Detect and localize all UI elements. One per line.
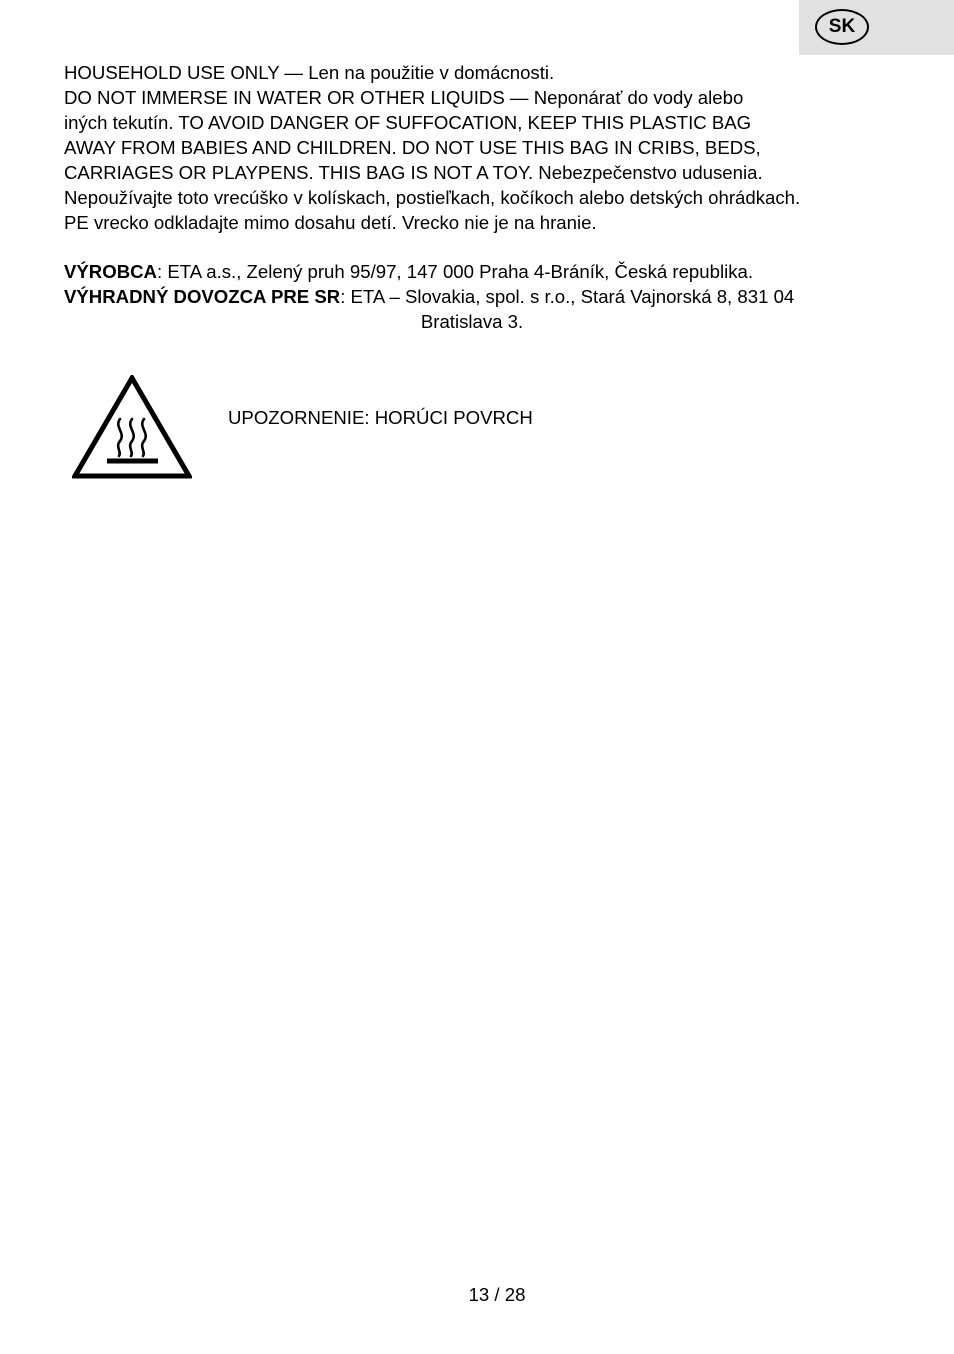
warning-line: AWAY FROM BABIES AND CHILDREN. DO NOT USE THIS BAG IN CRIBS, BEDS, <box>64 137 761 158</box>
warning-line: CARRIAGES OR PLAYPENS. THIS BAG IS NOT A TOY. Nebezpečenstvo udusenia. <box>64 162 763 183</box>
importer-city: Bratislava 3. <box>420 311 524 332</box>
hot-surface-warning-icon <box>72 375 192 479</box>
warning-line: iných tekutín. TO AVOID DANGER OF SUFFOCATION, KEEP THIS PLASTIC BAG <box>64 112 752 133</box>
hot-surface-label: UPOZORNENIE: HORÚCI POVRCH <box>228 407 533 428</box>
warning-line: PE vrecko odkladajte mimo dosahu detí. Vrecko nie je na hranie. <box>64 212 597 233</box>
manufacturer-text: : ETA a.s., Zelený pruh 95/97, 147 000 Praha 4-Bráník, Česká republika. <box>156 261 754 282</box>
importer-text: : ETA – Slovakia, spol. s r.o., Stará Vajnorská 8, 831 04 <box>340 286 795 307</box>
importer-label: VÝHRADNÝ DOVOZCA PRE SR <box>64 286 341 307</box>
page-number: 13 / 28 <box>468 1284 526 1305</box>
manufacturer-label: VÝROBCA <box>64 261 157 282</box>
warning-line: HOUSEHOLD USE ONLY — Len na použitie v domácnosti. <box>64 62 555 83</box>
language-badge <box>815 9 869 45</box>
language-code: SK <box>828 16 856 37</box>
warning-line: Nepoužívajte toto vrecúško v kolískach, postieľkach, kočíkoch alebo detských ohrádkach. <box>64 187 801 208</box>
importer-line <box>64 284 894 309</box>
producer-info <box>64 259 894 334</box>
warning-line: DO NOT IMMERSE IN WATER OR OTHER LIQUIDS — Neponárať do vody alebo <box>64 87 744 108</box>
safety-warnings <box>64 60 894 235</box>
manufacturer-line <box>64 259 894 284</box>
language-tab <box>799 0 954 55</box>
